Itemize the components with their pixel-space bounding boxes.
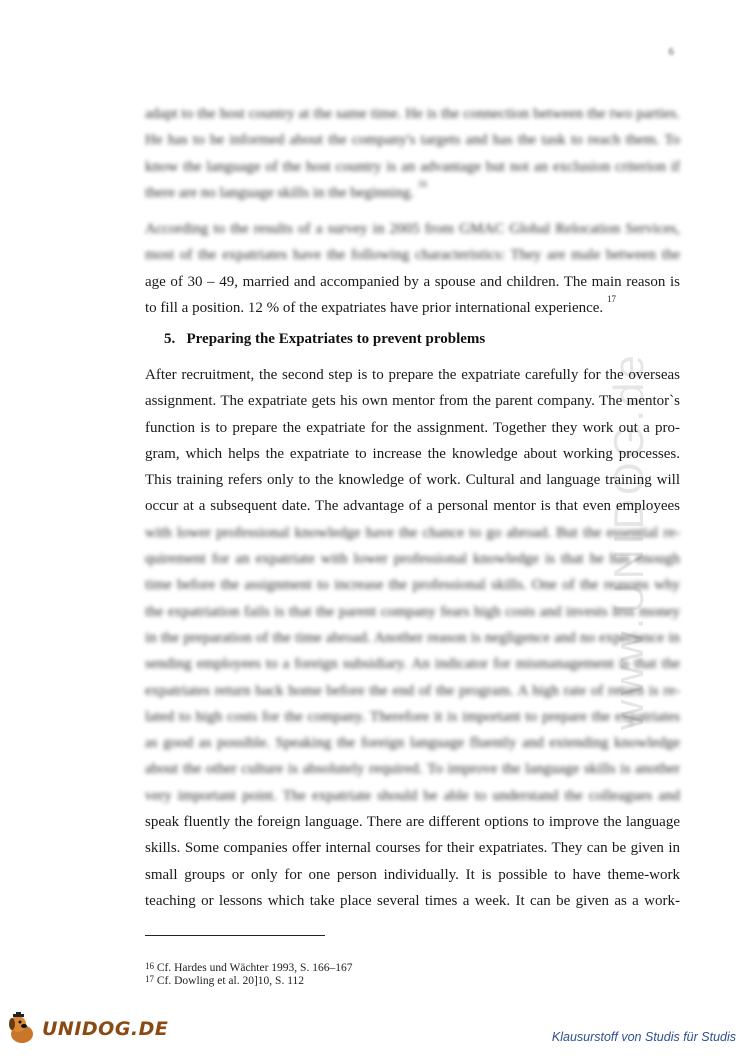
text-line: occur at a subsequent date. The advantage of a personal mentor is that even employees	[145, 498, 680, 515]
text-line: teaching or lessons which take place several times a week. It can be given as a work-	[145, 892, 680, 909]
watermark: www.UNIDOG.de	[605, 351, 652, 730]
paragraph-2	[145, 216, 680, 321]
footnote-ref: 16	[417, 179, 427, 189]
text-line: the expatriation fails is that the parent company fears high costs and invests less money	[145, 603, 680, 620]
text-line: speak fluently the foreign language. There are different options to improve the language	[145, 814, 680, 831]
footer-logo[interactable]	[4, 1012, 168, 1046]
logo-text: UNIDOG.DE	[42, 1018, 169, 1040]
text-line: sending employees to a foreign subsidiary. An indicator for mismanagement is that the	[145, 656, 680, 673]
text-line: expatriates return back home before the end of the program. A high rate of return is re-	[145, 682, 680, 699]
page-number: 6	[668, 46, 674, 58]
text-line: gram, which helps the expatriate to increase the knowledge about working processes.	[145, 445, 680, 462]
section-heading: 5. Preparing the Expatriates to prevent problems	[164, 331, 486, 347]
footnote: $^{17}$ Cf. Dowling et al. 20]10, S. 112	[145, 974, 305, 987]
text-line: function is to prepare the expatriate for the assignment. Together they work out a pro-	[145, 419, 680, 436]
text-line: assignment. The expatriate gets his own mentor from the parent company. The mentor`s	[145, 393, 680, 410]
text-line: as good as possible. Speaking the foreign language fluently and extending knowledge	[145, 735, 680, 752]
text-line: time before the assignment to increase the professional skills. One of the reasons why	[145, 577, 680, 594]
text-line: to fill a position. 12 % of the expatriates have prior international experience. $^{17}$	[145, 294, 616, 316]
text-line: adapt to the host country at the same time. He is the connection between the two parties.	[145, 106, 680, 122]
footer-slogan: Klausurstoff von Studis für Studis	[551, 1030, 736, 1044]
text-line: in the preparation of the time abroad. Another reason is negligence and no experience in	[145, 629, 680, 646]
footnotes	[145, 962, 352, 988]
text-line: there are no language skills in the beginning. $^{16}$	[145, 179, 427, 201]
text-line: After recruitment, the second step is to prepare the expatriate carefully for the overseas	[145, 367, 680, 383]
paragraph-1	[145, 101, 680, 206]
text-line: about the other culture is absolutely required. To improve the language skills is another	[145, 761, 680, 778]
text-line: age of 30 – 49, married and accompanied by a spouse and children. The main reason is	[145, 273, 680, 290]
footnote: $^{16}$ Cf. Hardes und Wächter 1993, S. 166–167	[145, 961, 353, 974]
text-line: quirement for an expatriate with lower professional knowledge is that he has enough	[145, 551, 680, 568]
text-line: According to the results of a survey in 2005 from GMAC Global Relocation Services,	[145, 221, 680, 237]
footnote-rule	[145, 935, 325, 936]
text-line: with lower professional knowledge have the chance to go abroad. But the essential re-	[145, 524, 680, 541]
text-line: very important point. The expatriate should be able to understand the colleagues and	[145, 787, 680, 804]
text-line: lated to high costs for the company. Therefore it is important to prepare the expatriates	[145, 708, 680, 725]
text-line: skills. Some companies offer internal courses for their expatriates. They can be given in	[145, 840, 680, 857]
paragraph-3	[145, 351, 680, 914]
text-line: This training refers only to the knowledge of work. Cultural and language training will	[145, 472, 680, 489]
footnote-ref: 17	[606, 294, 616, 304]
text-line: know the language of the host country is an advantage but not an exclusion criterion if	[145, 158, 680, 175]
text-line: most of the expatriates have the following characteristics: They are male between the	[145, 247, 680, 264]
dog-logo-icon	[4, 1012, 38, 1046]
text-line: He has to be informed about the company's targets and has the task to reach them. To	[145, 132, 680, 149]
text-line: small groups or only for one person individually. It is possible to have theme-work	[145, 866, 680, 883]
